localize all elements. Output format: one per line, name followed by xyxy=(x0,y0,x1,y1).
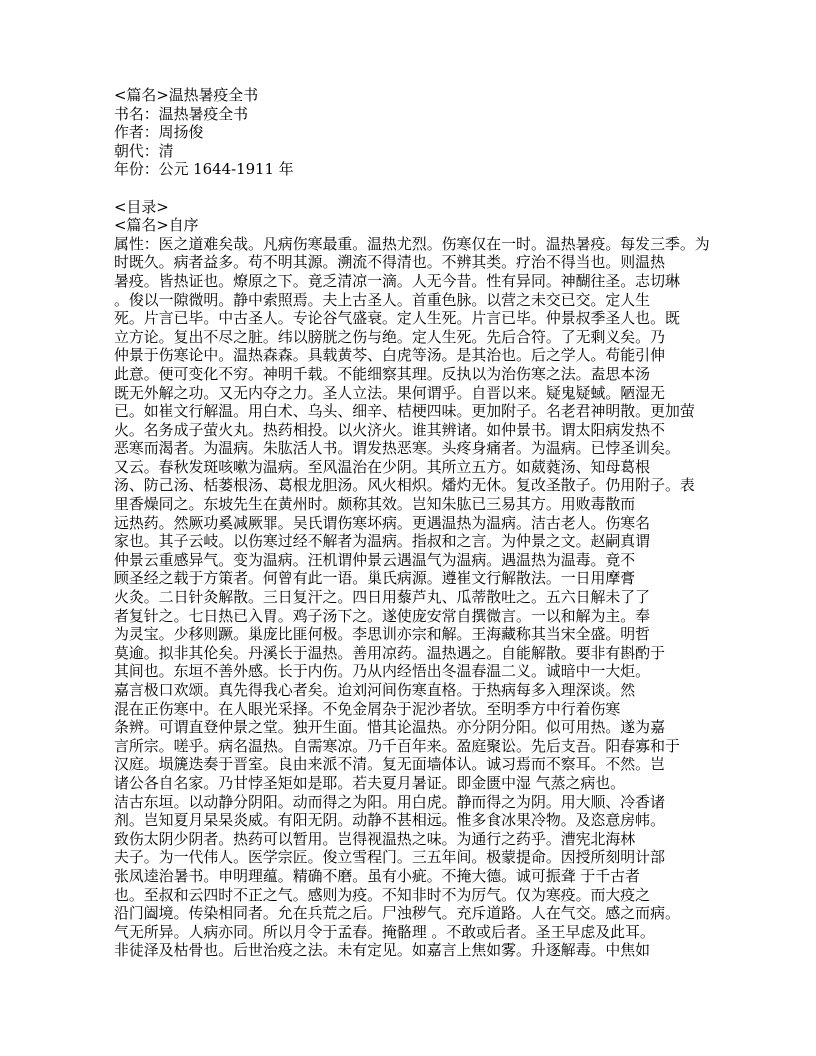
text-line: 死。片言已毕。中古圣人。专论谷气盛衰。定人生死。片言已毕。仲景叔季圣人也。既 xyxy=(114,309,680,328)
text-line: 诸公各自名家。乃甘悖圣矩如是耶。若夫夏月暑证。即金匮中湿 气蒸之病也。 xyxy=(114,773,626,792)
text-line: 既无外解之功。又无内夺之力。圣人立法。果何谓乎。自晋以来。疑鬼疑蜮。陋湿无 xyxy=(114,383,665,402)
text-line: 书名：温热暑疫全书 xyxy=(114,104,249,123)
text-line: 又云。春秋发斑咳嗽为温病。至风温治在少阴。其所立五方。如葳蕤汤、知母葛根 xyxy=(114,457,651,476)
text-line: 仲景云重感异气。变为温病。汪机谓仲景云遇温气为温病。遇温热为温毒。竟不 xyxy=(114,550,636,569)
text-line: 张凤逵治暑书。申明理蕴。精确不磨。虽有小疵。不掩大德。诚可振聋 于千古者 xyxy=(114,866,640,885)
text-line: 汤、防己汤、栝蒌根汤、葛根龙胆汤。风火相炽。燔灼无休。复改圣散子。仍用附子。表 xyxy=(114,476,695,495)
text-line: 条辨。可谓直登仲景之堂。独开生面。惜其论温热。亦分阴分阳。似可用热。遂为嘉 xyxy=(114,718,665,737)
document-body xyxy=(114,235,726,960)
text-line: 言所宗。嗟乎。病名温热。自需寒凉。乃千百年来。盈庭聚讼。先后支吾。阳春寡和于 xyxy=(114,736,680,755)
text-line: 年份：公元 1644-1911 年 xyxy=(114,160,294,179)
text-line: 沿门阖境。传染相同者。允在兵荒之后。尸浊秽气。充斥道路。人在气交。感之而病。 xyxy=(114,904,680,923)
text-line: 混在正伤寒中。在人眼光采择。不免金屑杂于泥沙者欤。至明季方中行着伤寒 xyxy=(114,699,621,718)
text-line: 气无所异。人病亦同。所以月令于孟春。掩骼理 。不敢或后者。圣王早虑及此耳。 xyxy=(114,922,655,941)
blank-line xyxy=(114,179,726,198)
text-line: 莫逾。拟非其伦矣。丹溪长于温热。善用凉药。温热遇之。自能解散。要非有斟酌于 xyxy=(114,643,665,662)
text-line: 。俊以一隙微明。静中索照焉。夫上古圣人。首重色脉。以营之未交已交。定人生 xyxy=(114,290,651,309)
text-line: 剂。岂知夏月杲杲炎威。有阳无阴。动静不甚相远。惟多食冰果冷物。及恣意房帏。 xyxy=(114,811,665,830)
text-line: 仲景于伤寒论中。温热森森。具载黄芩、白虎等汤。是其治也。后之学人。苟能引伸 xyxy=(114,346,665,365)
text-line: 非徒泽及枯骨也。后世治疫之法。未有定见。如嘉言上焦如雾。升逐解毒。中焦如 xyxy=(114,941,651,960)
text-line: 者复针之。七日热已入胃。鸡子汤下之。遂使庞安常自撰微言。一以和解为主。奉 xyxy=(114,606,651,625)
text-line: 为灵宝。少移则蹶。巢庞比匪何极。李思训亦宗和解。王海藏称其当宋全盛。明哲 xyxy=(114,625,651,644)
text-line: 洁古东垣。以动静分阴阳。动而得之为阳。用白虎。静而得之为阴。用大顺、冷香诸 xyxy=(114,792,665,811)
text-line: 其间也。东垣不善外感。长于内伤。乃从内经悟出冬温春温二义。诚暗中一大炬。 xyxy=(114,662,651,681)
document-header xyxy=(114,86,726,179)
document-section-headings xyxy=(114,198,726,235)
text-line: 里香燥同之。东坡先生在黄州时。颇称其效。岂知朱肱已三易其方。用败毒散而 xyxy=(114,495,636,514)
text-line: <目录> xyxy=(114,197,169,216)
document-page xyxy=(114,86,726,960)
text-line: 家也。其子云岐。以伤寒过经不解者为温病。指叔和之言。为仲景之文。赵嗣真谓 xyxy=(114,532,651,551)
text-line: 此意。便可变化不穷。神明千载。不能细察其理。反执以为治伤寒之法。盍思本汤 xyxy=(114,364,651,383)
text-line: 夫子。为一代伟人。医学宗匠。俊立雪程门。三五年间。极蒙提命。因授所刻明计部 xyxy=(114,848,665,867)
text-line: 已。如崔文行解温。用白术、乌头、细辛、桔梗四味。更加附子。名老君神明散。更加萤 xyxy=(114,402,695,421)
text-line: 作者：周扬俊 xyxy=(114,123,204,142)
text-line: 汉庭。埙篪迭奏于晋室。良由来派不清。复无面墙体认。诚习焉而不察耳。不然。岂 xyxy=(114,755,665,774)
text-line: 火灸。二日针灸解散。三日复汗之。四日用藜芦丸、瓜蒂散吐之。五六日解未了了 xyxy=(114,588,651,607)
text-line: 远热药。然厥功奚减厥罪。吴氏谓伤寒坏病。更遇温热为温病。洁古老人。伤寒名 xyxy=(114,513,651,532)
text-line: 恶寒而渴者。为温病。朱肱活人书。谓发热恶寒。头疼身痛者。为温病。已悖圣训矣。 xyxy=(114,439,680,458)
text-line: 嘉言极口欢颂。真先得我心者矣。迨刘河间伤寒直格。于热病每多入理深谈。然 xyxy=(114,681,636,699)
text-line: 火。名务成子萤火丸。热药相投。以火济火。谁其辨诸。如仲景书。谓太阳病发热不 xyxy=(114,420,665,439)
text-line: 顾圣经之载于方策者。何曾有此一语。巢氏病源。遵崔文行解散法。一日用摩膏 xyxy=(114,569,636,588)
text-line: 朝代：清 xyxy=(114,141,174,160)
text-line: 暑疫。皆热证也。燎原之下。竟乏清凉一滴。人无今昔。性有异同。神醐往圣。志切琳 xyxy=(114,271,680,290)
text-line: <篇名>自序 xyxy=(114,216,199,235)
text-line: 属性：医之道难矣哉。凡病伤寒最重。温热尤烈。伤寒仅在一时。温热暑疫。每发三季。为 xyxy=(114,234,710,253)
text-line: 也。至叔和云四时不正之气。感则为疫。不知非时不为厉气。仅为寒疫。而大疫之 xyxy=(114,885,651,904)
text-line: 时既久。病者益多。苟不明其源。溯流不得清也。不辨其类。疗治不得当也。则温热 xyxy=(114,253,665,272)
text-line: <篇名>温热暑疫全书 xyxy=(114,86,259,104)
text-line: 立方论。复出不尽之脏。纬以膀胱之伤与绝。定人生死。先后合符。了无剩义矣。乃 xyxy=(114,327,665,346)
text-line: 致伤太阴少阴者。热药可以暂用。岂得视温热之味。为通行之药乎。漕宪北海林 xyxy=(114,829,636,848)
